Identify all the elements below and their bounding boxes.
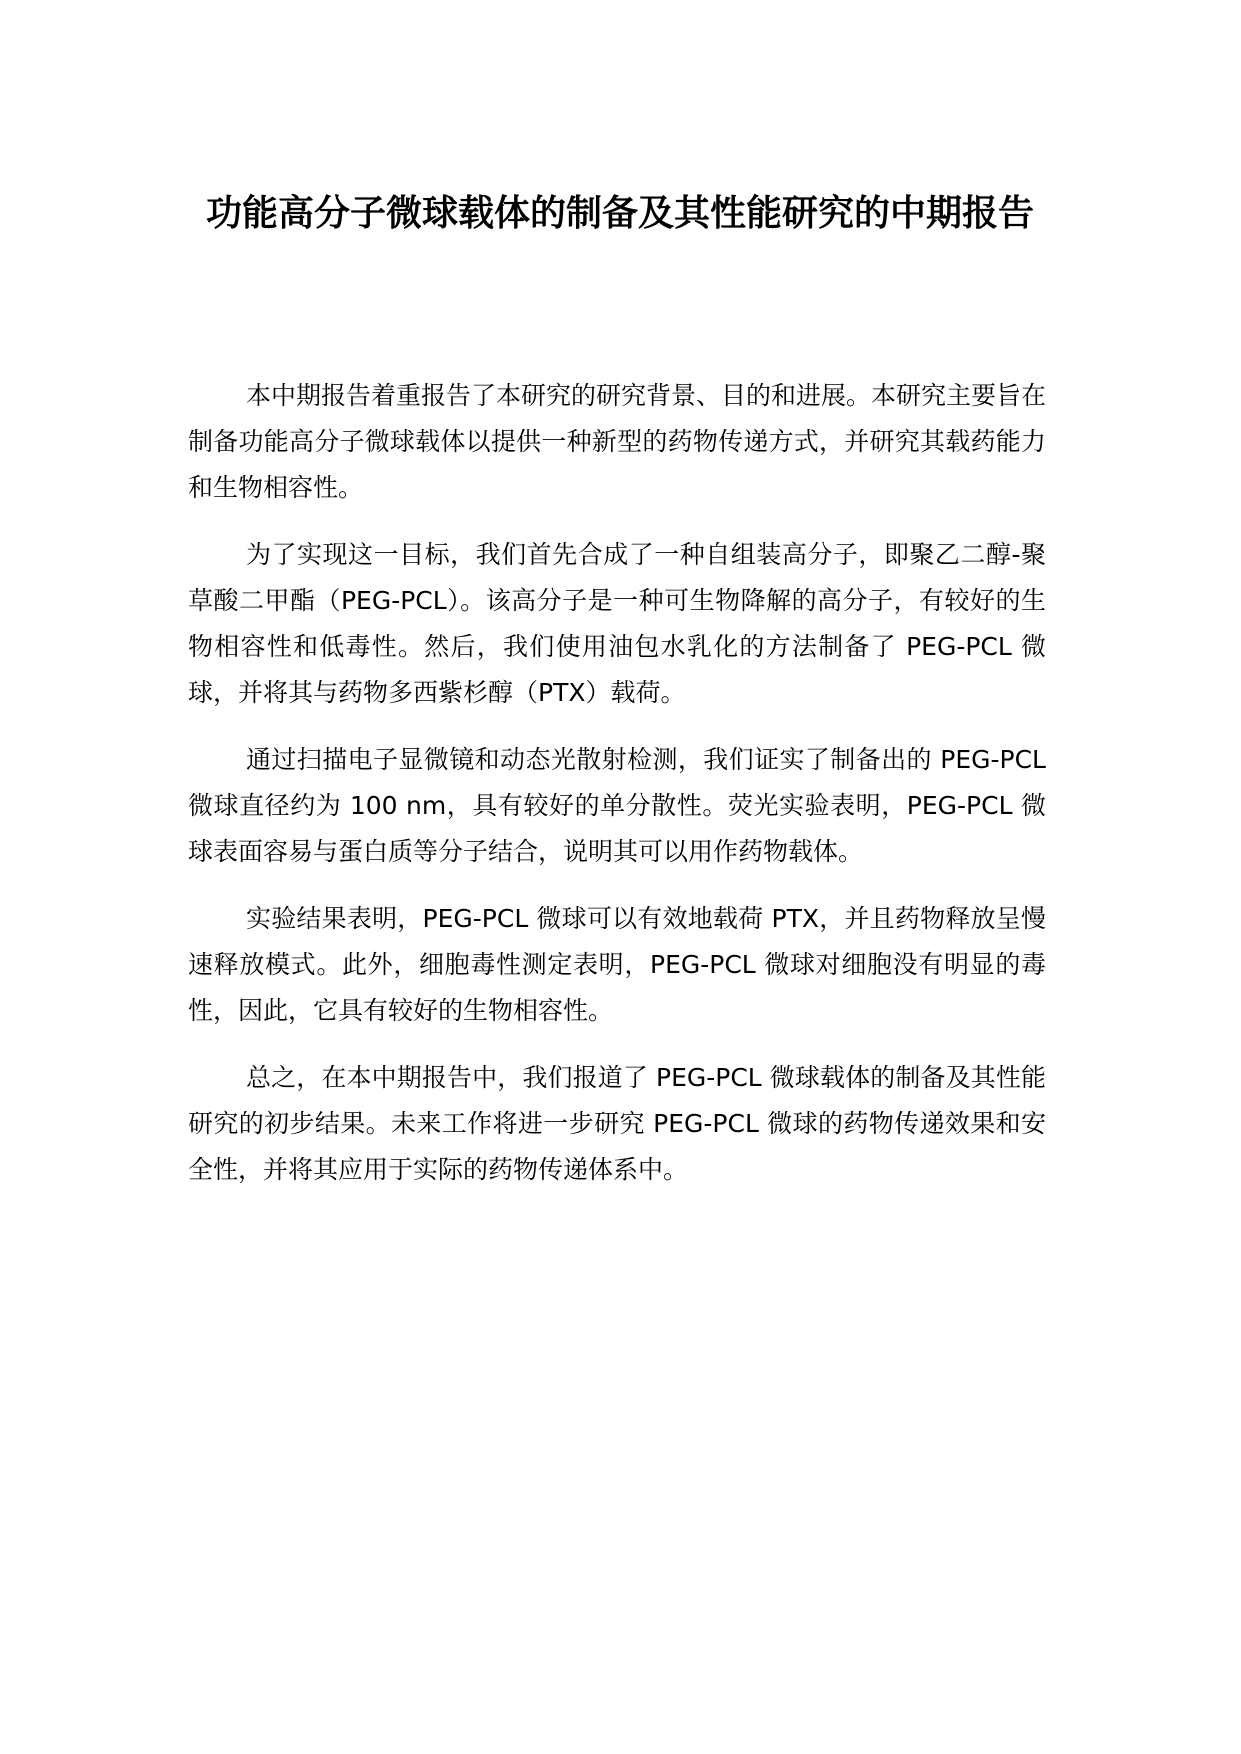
paragraph-conclusion: 总之，在本中期报告中，我们报道了 PEG-PCL 微球载体的制备及其性能研究的初步结果。未来工作将进一步研究 PEG-PCL 微球的药物传递效果和安全性，并将其应用于实际的药物传递体系中。 xyxy=(188,1063,1046,1184)
paragraph-background: 本中期报告着重报告了本研究的研究背景、目的和进展。本研究主要旨在制备功能高分子微球载体以提供一种新型的药物传递方式，并研究其载药能力和生物相容性。 xyxy=(188,381,1047,502)
paragraph-characterization: 通过扫描电子显微镜和动态光散射检测，我们证实了制备出的 PEG-PCL 微球直径约为 100 nm，具有较好的单分散性。荧光实验表明，PEG-PCL 微球表面容易与蛋白质等分子结合，说明其可以用作药物载体。 xyxy=(188,745,1046,866)
document-title: 功能高分子微球载体的制备及其性能研究的中期报告 xyxy=(205,193,1034,234)
paragraph-synthesis: 为了实现这一目标，我们首先合成了一种自组装高分子，即聚乙二醇-聚草酸二甲酯（PEG-PCL）。该高分子是一种可生物降解的高分子，有较好的生物相容性和低毒性。然后，我们使用油包水乳化的方法制备了 PEG-PCL 微球，并将其与药物多西紫杉醇（PTX）载荷。 xyxy=(188,540,1046,707)
document-body xyxy=(188,373,1046,1214)
title-block xyxy=(190,170,1050,258)
paragraph-results: 实验结果表明，PEG-PCL 微球可以有效地载荷 PTX，并且药物释放呈慢速释放模式。此外，细胞毒性测定表明，PEG-PCL 微球对细胞没有明显的毒性，因此，它具有较好的生物相容性。 xyxy=(188,904,1046,1025)
